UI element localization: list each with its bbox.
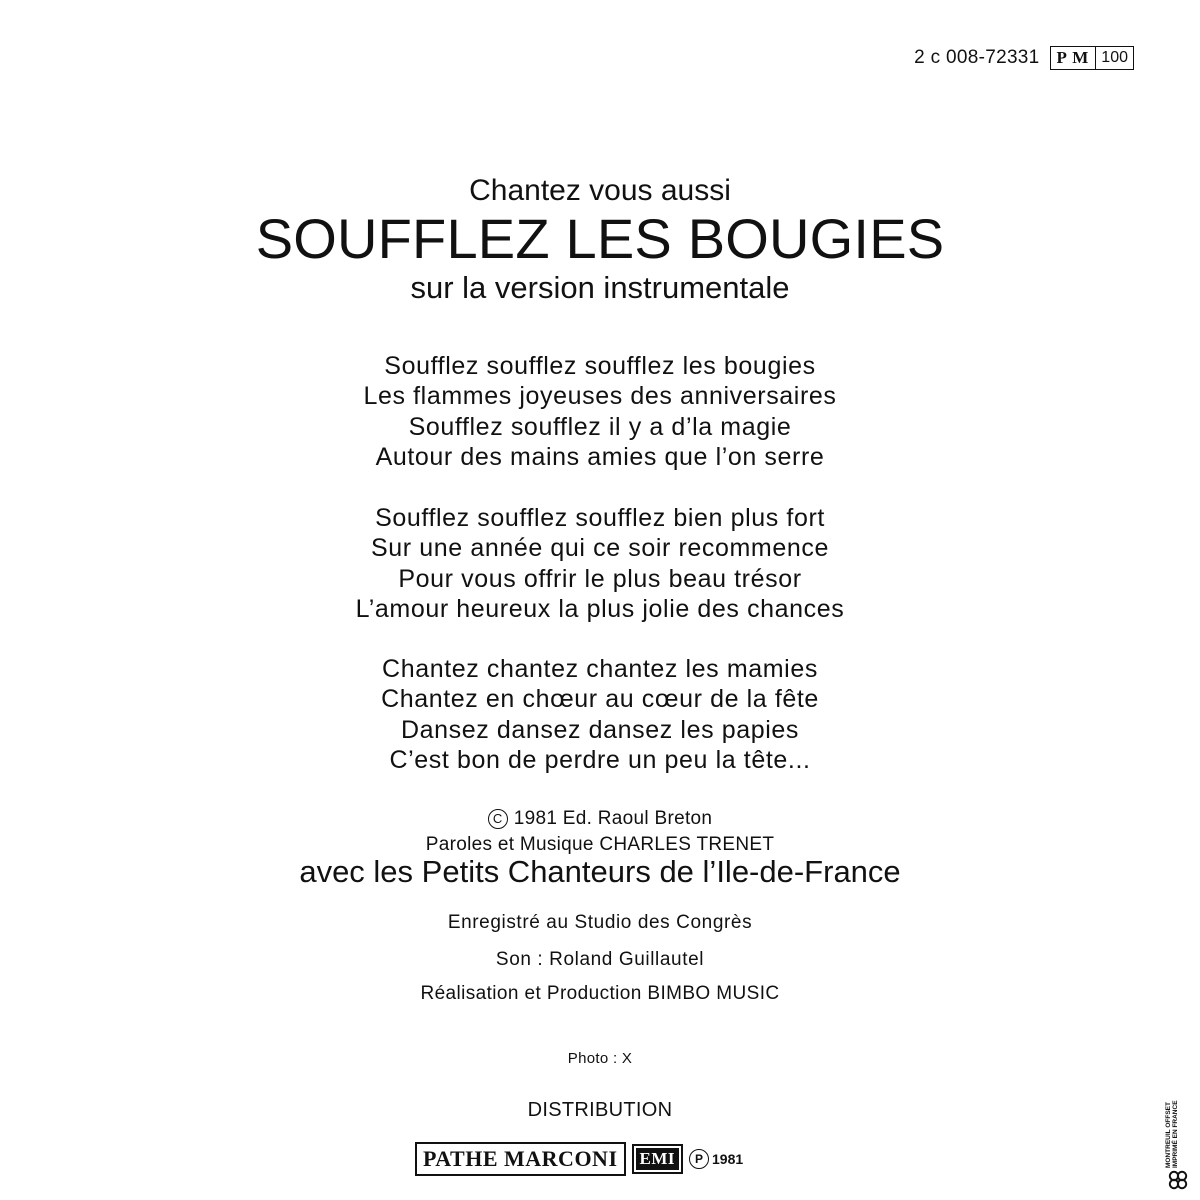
catalog-info <box>914 46 1134 70</box>
lyric-line: Sur une année qui ce soir recommence <box>371 534 829 563</box>
phonogram-year: 1981 <box>712 1151 744 1167</box>
copyright-line <box>0 808 1200 830</box>
printer-imprint <box>1166 1080 1192 1190</box>
catalog-number: 2 c 008-72331 <box>914 47 1040 68</box>
emi-logo <box>632 1144 684 1174</box>
title-subline: sur la version instrumentale <box>410 270 790 305</box>
printer-imprint-text <box>1165 1100 1179 1168</box>
lyric-line: L’amour heureux la plus jolie des chances <box>355 594 845 623</box>
production-credit: Réalisation et Production BIMBO MUSIC <box>420 983 780 1004</box>
lyrics-stanza-3 <box>0 654 1200 775</box>
lyric-line: Pour vous offrir le plus beau trésor <box>398 564 802 593</box>
lyrics-stanza-2 <box>0 503 1200 624</box>
lyric-line: Chantez chantez chantez les mamies <box>382 655 818 683</box>
photo-credit: Photo : X <box>567 1050 633 1067</box>
label-logos <box>415 1142 743 1176</box>
studio-credit: Enregistré au Studio des Congrès <box>447 912 753 933</box>
lyric-line: Soufflez soufflez il y a d’la magie <box>408 412 792 441</box>
price-code-number: 100 <box>1101 49 1128 66</box>
copyright-text: 1981 Ed. Raoul Breton <box>513 808 713 829</box>
pathe-marconi-logo <box>415 1142 626 1176</box>
lyric-line: Chantez en chœur au cœur de la fête <box>381 685 819 714</box>
copyright-icon: C <box>488 809 508 829</box>
lyric-line: Autour des mains amies que l’on serre <box>375 442 825 471</box>
emi-logo-text: EMI <box>636 1148 680 1170</box>
distribution-heading: DISTRIBUTION <box>527 1099 673 1121</box>
printer-logo-icon <box>1168 1170 1188 1190</box>
sound-credit: Son : Roland Guillautel <box>495 949 705 970</box>
lyric-line: C’est bon de perdre un peu la tête... <box>389 745 811 774</box>
songwriter-credit: Paroles et Musique CHARLES TRENET <box>425 834 775 855</box>
phonogram-icon: P <box>689 1149 709 1169</box>
lyrics-stanza-1 <box>0 351 1200 472</box>
lyric-line: Dansez dansez dansez les papies <box>400 715 799 744</box>
lyric-line: Soufflez soufflez soufflez les bougies <box>384 352 816 380</box>
lyric-line: Les flammes joyeuses des anniversaires <box>363 382 837 411</box>
price-code-badge <box>1050 46 1134 70</box>
lyric-line: Soufflez soufflez soufflez bien plus fort <box>375 504 825 532</box>
page-title: SOUFFLEZ LES BOUGIES <box>255 207 945 270</box>
printer-name: MONTREUIL OFFSET <box>1165 1102 1172 1168</box>
title-intro: Chantez vous aussi <box>469 174 731 207</box>
price-code-letters: P M <box>1051 47 1097 69</box>
pathe-marconi-text: PATHE MARCONI <box>423 1146 618 1171</box>
printer-country: IMPRIMÉ EN FRANCE <box>1172 1100 1179 1168</box>
performers-credit: avec les Petits Chanteurs de l’Ile-de-France <box>299 854 901 889</box>
